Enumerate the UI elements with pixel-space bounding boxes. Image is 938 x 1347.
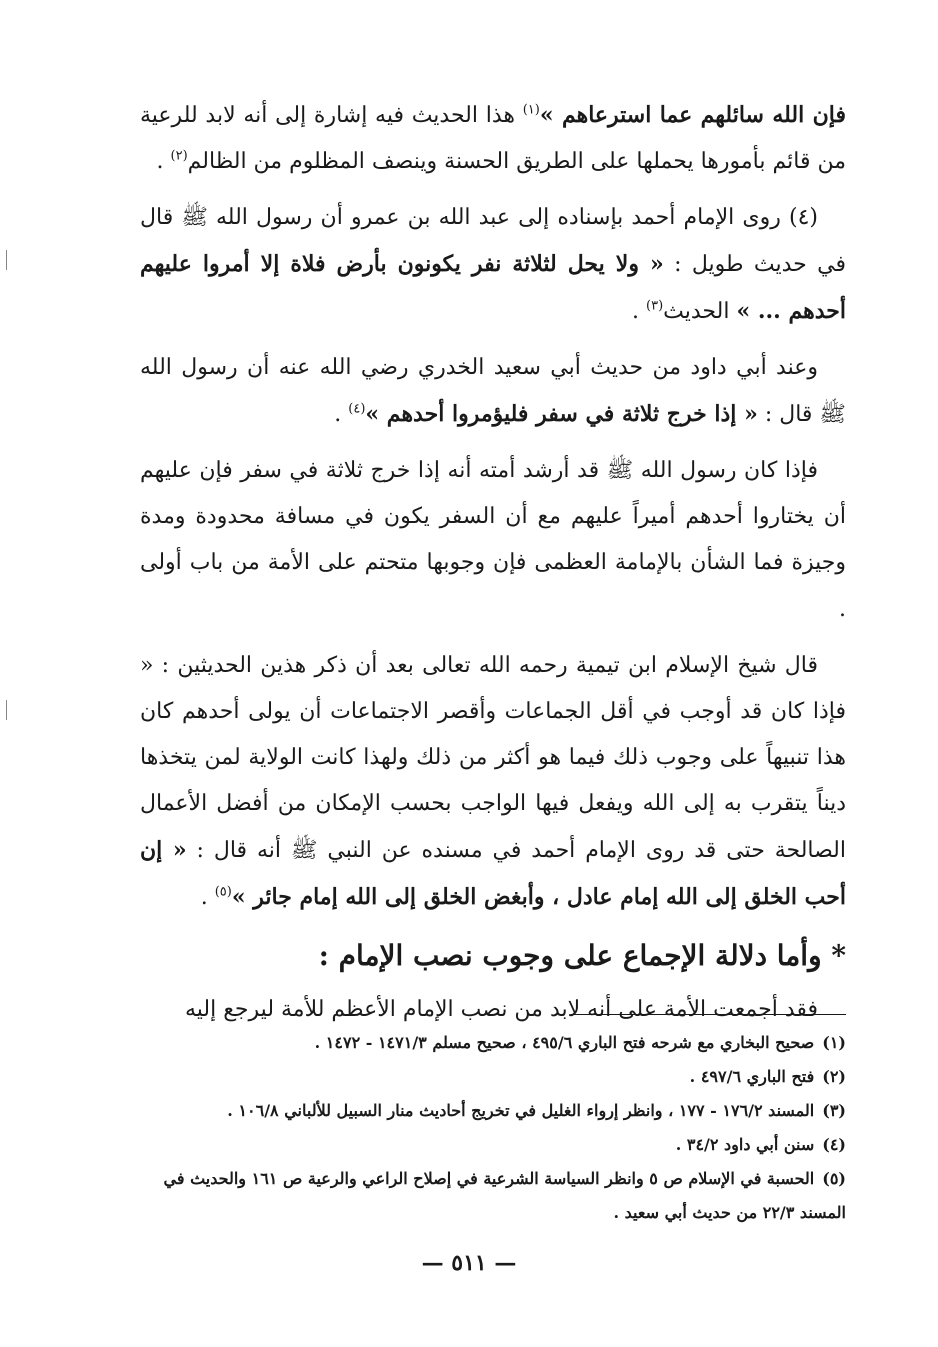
text: . bbox=[200, 885, 215, 910]
footnote-text: صحيح البخاري مع شرحه فتح الباري ٤٩٥/٦ ، صحيح مسلم ١٤٧١/٣ - ١٤٧٢ . bbox=[314, 1033, 815, 1052]
text: هذا الحديث فيه إشارة إلى أنه لابد للرعية من قائم بأمورها يحملها على الطريق الحسنة وينصف المظلوم من الظالم bbox=[140, 103, 846, 174]
footnote-5 bbox=[140, 1162, 846, 1230]
footnote-number: (٤) bbox=[822, 1135, 846, 1154]
hadith-quote: فإن الله سائلهم عما استرعاهم » bbox=[539, 102, 847, 128]
footnote-number: (٢) bbox=[822, 1067, 846, 1086]
text: الحديث bbox=[663, 299, 737, 324]
footnote-number: (١) bbox=[822, 1033, 846, 1052]
footnote-text: فتح الباري ٤٩٧/٦ . bbox=[689, 1067, 815, 1086]
footnote-text: الحسبة في الإسلام ص ٥ وانظر السياسة الشرعية في إصلاح الراعي والرعية ص ١٦١ والحديث في المسند ٢٢/٣ من حديث أبي سعيد . bbox=[163, 1169, 846, 1222]
hadith-quote: « إن أحب الخلق إلى الله إمام عادل ، وأبغض الخلق إلى الله إمام جائر » bbox=[140, 837, 846, 910]
paragraph-3 bbox=[140, 345, 846, 438]
footnote-ref[interactable]: (٣) bbox=[646, 298, 664, 314]
paragraph-2 bbox=[140, 195, 846, 335]
footnote-ref[interactable]: (٥) bbox=[214, 884, 232, 900]
footnote-4 bbox=[140, 1128, 846, 1162]
hadith-quote: « ولا يحل لثلاثة نفر يكونون بأرض فلاة إلا أمروا عليهم أحدهم ... » bbox=[140, 251, 846, 324]
scan-mark bbox=[6, 700, 11, 720]
text: . bbox=[156, 149, 171, 174]
footnote-divider bbox=[571, 1014, 846, 1015]
footnote-1 bbox=[140, 1026, 846, 1060]
footnotes bbox=[140, 1026, 846, 1230]
footnote-number: (٣) bbox=[822, 1101, 846, 1120]
footnote-ref[interactable]: (٤) bbox=[348, 401, 366, 417]
footnote-text: المسند ١٧٦/٢ - ١٧٧ ، وانظر إرواء الغليل في تخريج أحاديث منار السبيل للألباني ١٠٦/٨ . bbox=[227, 1101, 815, 1120]
text: وعند أبي داود من حديث أبي سعيد الخدري رضي الله عنه أن رسول الله ﷺ قال : bbox=[140, 355, 846, 427]
paragraph-1 bbox=[140, 92, 846, 185]
footnote-ref[interactable]: (٢) bbox=[170, 148, 188, 164]
footnote-text: سنن أبي داود ٣٤/٢ . bbox=[675, 1135, 815, 1154]
text: قال شيخ الإسلام ابن تيمية رحمه الله تعالى بعد أن ذكر هذين الحديثين : « فإذا كان قد أوجب في أقل الجماعات وأقصر الاجتماعات أن يولى أحدهم كان هذا تنبيهاً على وجوب ذلك فيما هو أكثر من ذلك ولهذا كانت الولاية لمن يتخذها ديناً يتقرب به إلى الله ويفعل فيها الواجب بحسب الإمكان من أفضل الأعمال الصالحة حتى قد روى الإمام أحمد في مسنده عن النبي ﷺ أنه قال : bbox=[140, 653, 846, 863]
footnote-number: (٥) bbox=[822, 1169, 846, 1188]
text: (٤) روى الإمام أحمد بإسناده إلى عبد الله بن عمرو أن رسول الله ﷺ قال في حديث طويل : bbox=[140, 205, 846, 277]
main-text bbox=[140, 92, 846, 1043]
paragraph-5 bbox=[140, 643, 846, 921]
text: فإذا كان رسول الله ﷺ قد أرشد أمته أنه إذا خرج ثلاثة في سفر فإن عليهم أن يختاروا أحدهم أميراً عليهم مع أن السفر يكون في مسافة محدودة ومدة وجيزة فما الشأن بالإمامة العظمى فإن وجوبها متحتم على الأمة من باب أولى . bbox=[140, 458, 846, 622]
footnote-2 bbox=[140, 1060, 846, 1094]
footnote-3 bbox=[140, 1094, 846, 1128]
paragraph-4 bbox=[140, 448, 846, 633]
text: . bbox=[334, 402, 349, 427]
scan-mark bbox=[6, 250, 11, 270]
section-heading: * وأما دلالة الإجماع على وجوب نصب الإمام : bbox=[318, 939, 846, 972]
footnote-ref[interactable]: (١) bbox=[522, 102, 540, 118]
page-number: — ٥١١ — bbox=[421, 1250, 517, 1276]
paragraph-6: فقد أجمعت الأمة على أنه لابد من نصب الإمام الأعظم للأمة ليرجع إليه bbox=[184, 997, 818, 1022]
hadith-quote: « إذا خرج ثلاثة في سفر فليؤمروا أحدهم » bbox=[365, 401, 758, 427]
text: . bbox=[632, 299, 646, 324]
